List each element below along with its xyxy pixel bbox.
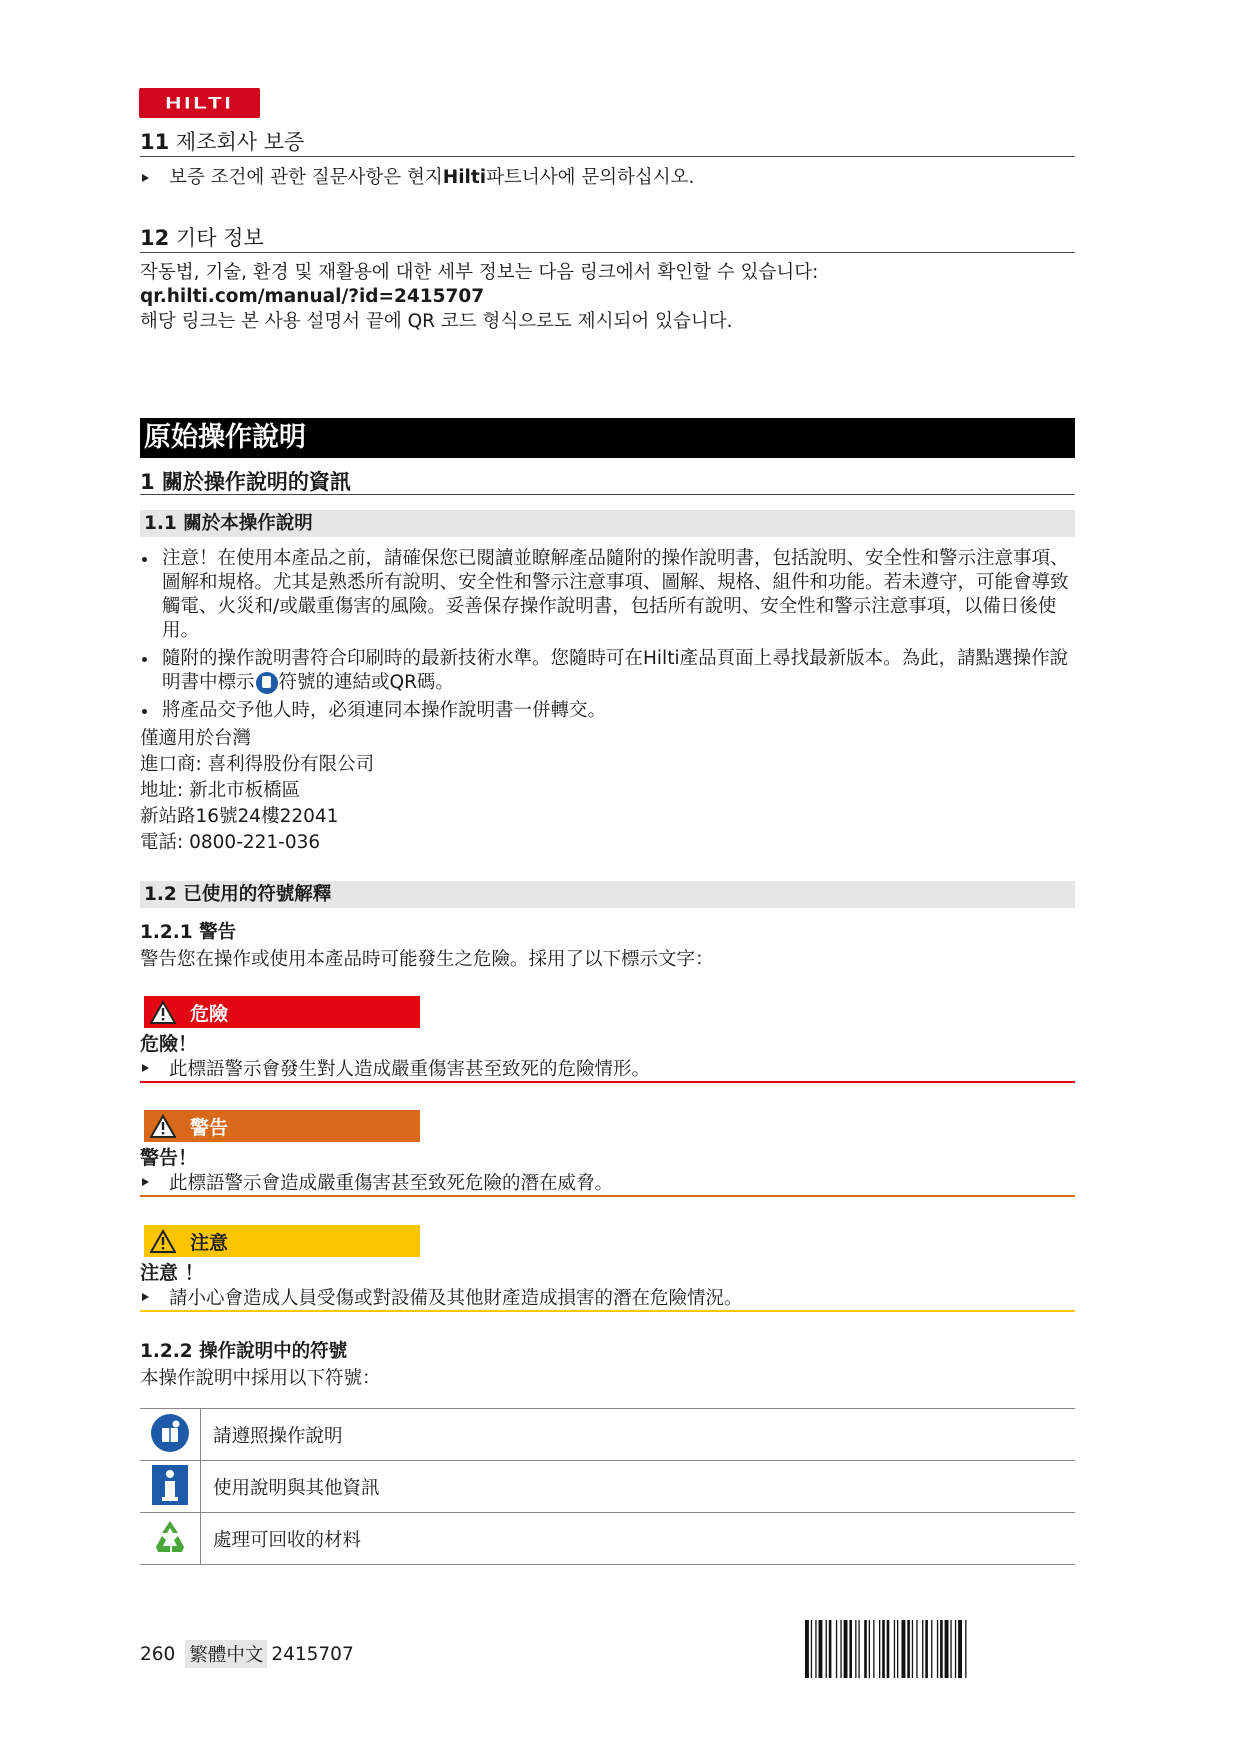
taiwan-phone: 電話: 0800-221-036 [140, 832, 321, 853]
caution-rule [140, 1310, 1075, 1312]
section-12-heading [140, 222, 264, 252]
danger-description: 此標語警示會發生對人造成嚴重傷害甚至致死的危險情形。 [142, 1055, 650, 1081]
divider [140, 156, 1075, 157]
section-1-2-1-heading: 1.2.1 警告 [140, 922, 237, 943]
table-row [140, 1513, 1075, 1565]
warning-label [144, 1110, 420, 1142]
taiwan-title: 僅適用於台灣 [140, 728, 252, 749]
warning-description: 此標語警示會造成嚴重傷害甚至致死危險的潛在威脅。 [142, 1169, 613, 1195]
section-12-line1: 작동법, 기술, 환경 및 재활용에 대한 세부 정보는 다음 링크에서 확인할 수 있습니다: [140, 262, 819, 283]
section-12-number: 12 [140, 226, 170, 250]
warning-triangle-icon [150, 1114, 176, 1138]
table-row [140, 1409, 1075, 1461]
info-icon [150, 1464, 190, 1506]
divider [140, 494, 1075, 495]
section-1-2-2-heading: 1.2.2 操作說明中的符號 [140, 1341, 348, 1362]
symbol-label: 請遵照操作說明 [201, 1409, 1076, 1461]
manual-link-icon [256, 672, 278, 694]
bullet-arrow-icon [142, 1293, 149, 1301]
list-item: 將產品交予他人時，必須連同本操作說明書一併轉交。 [140, 699, 1075, 723]
bullet-text-before: 보증 조건에 관한 질문사항은 현지 [169, 167, 443, 188]
warning-rule [140, 1195, 1075, 1197]
symbol-label: 使用說明與其他資訊 [201, 1461, 1076, 1513]
section-12-title: 기타 정보 [175, 226, 264, 250]
warning-word: 警告！ [140, 1147, 198, 1169]
bullet-arrow-icon [142, 174, 149, 182]
danger-label-text: 危險 [190, 1002, 229, 1025]
section-1-heading: 1 關於操作說明的資訊 [140, 470, 351, 494]
bullet-arrow-icon [142, 1178, 149, 1186]
danger-word: 危險！ [140, 1033, 198, 1055]
symbol-cell [140, 1409, 201, 1461]
section-1-1-bullets [140, 547, 1075, 727]
section-11-title: 제조회사 보증 [175, 130, 305, 154]
caution-word: 注意 ！ [140, 1262, 204, 1284]
taiwan-address-1: 地址: 新北市板橋區 [140, 780, 301, 801]
danger-label [144, 996, 420, 1028]
section-1-2-1-intro: 警告您在操作或使用本產品時可能發生之危險。採用了以下標示文字： [140, 949, 714, 970]
danger-rule [140, 1081, 1075, 1083]
barcode-icon [805, 1620, 1070, 1678]
divider [140, 252, 1075, 253]
caution-description: 請小心會造成人員受傷或對設備及其他財產造成損害的潛在危險情況。 [142, 1284, 743, 1310]
symbol-label: 處理可回收的材料 [201, 1513, 1076, 1565]
section-11-heading [140, 126, 304, 156]
section-1-2-2-intro: 本操作說明中採用以下符號： [140, 1368, 381, 1389]
section-1-2-heading: 1.2 已使用的符號解釋 [140, 881, 1075, 908]
taiwan-address-2: 新站路16號24樓22041 [140, 806, 339, 827]
list-item: 隨附的操作說明書符合印刷時的最新技術水準。您隨時可在Hilti產品頁面上尋找最新版本。為此，請點選操作說明書中標示 符號的連結或QR碼。 [140, 647, 1075, 695]
section-1-1-heading: 1.1 關於本操作說明 [140, 510, 1075, 537]
hilti-logo [139, 88, 260, 118]
section-12-body [140, 259, 1075, 335]
bullet-text-bold: Hilti [442, 167, 487, 188]
footer-doc-id: 2415707 [271, 1643, 354, 1665]
section-11-number: 11 [140, 130, 170, 154]
warning-label-text: 警告 [190, 1116, 229, 1139]
taiwan-importer: 進口商: 喜利得股份有限公司 [140, 754, 375, 775]
bullet-arrow-icon [142, 1064, 149, 1072]
section-11-bullet [142, 164, 694, 191]
original-instructions-banner: 原始操作說明 [140, 418, 1075, 458]
symbol-cell [140, 1513, 201, 1565]
symbols-table [140, 1408, 1075, 1565]
table-row [140, 1461, 1075, 1513]
warning-triangle-icon [150, 1000, 176, 1024]
warning-triangle-icon [150, 1229, 176, 1253]
page-number: 260 [140, 1643, 176, 1665]
section-12-line3: 해당 링크는 본 사용 설명서 끝에 QR 코드 형식으로도 제시되어 있습니다. [140, 311, 733, 332]
list-item: 注意！在使用本產品之前，請確保您已閱讀並瞭解產品隨附的操作說明書，包括說明、安全性和警示注意事項、圖解和規格。尤其是熟悉所有說明、安全性和警示注意事項、圖解、規格、組件和功能。若未遵守，可能會導致觸電、火災和/或嚴重傷害的風險。妥善保存操作說明書，包括所有說明、安全性和警示注意事項，以備日後使用。 [140, 547, 1075, 643]
taiwan-info [140, 726, 374, 856]
manual-icon [150, 1413, 190, 1453]
footer-language: 繁體中文 [185, 1640, 267, 1668]
symbol-cell [140, 1461, 201, 1513]
caution-label [144, 1225, 420, 1257]
page-footer [140, 1640, 354, 1668]
logo-text: HILTI [165, 93, 234, 112]
caution-label-text: 注意 [190, 1231, 229, 1254]
recycle-icon [150, 1517, 190, 1557]
manual-link[interactable]: qr.hilti.com/manual/?id=2415707 [140, 286, 485, 307]
bullet-text-after: 파트너사에 문의하십시오. [486, 167, 695, 188]
